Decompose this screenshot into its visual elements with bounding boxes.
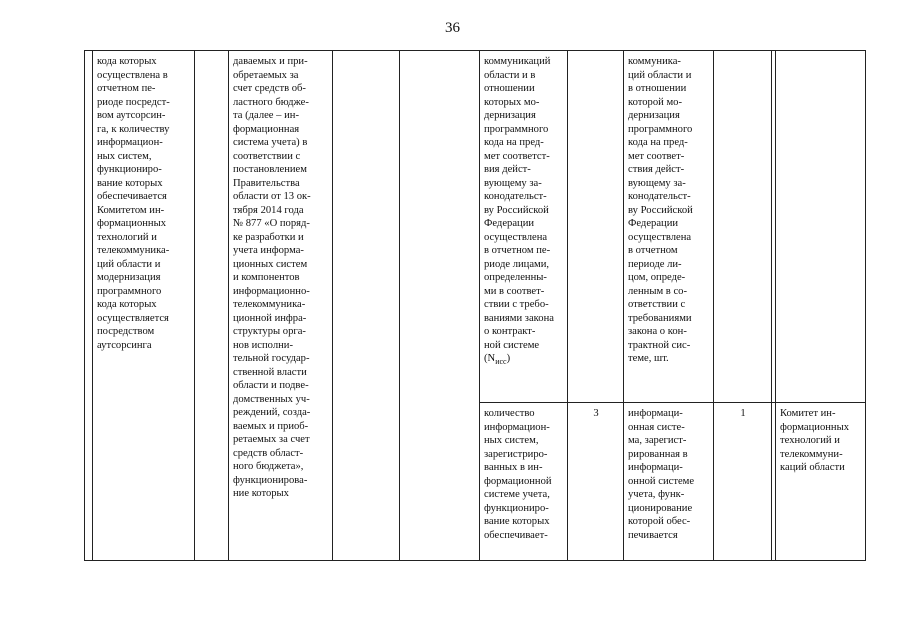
table-cell-col9-bottom (624, 403, 714, 561)
cell-value: 3 (593, 408, 599, 419)
cell-value: 1 (740, 408, 746, 419)
table-cell-col10-top (714, 51, 772, 403)
cell-text: Комитет ин- формационных технологий и телекоммуни- каций области (780, 408, 850, 473)
subscript-text: исс (495, 357, 507, 367)
cell-text: коммуника- ций области и в отношении которой мо- дернизация программного кода на пред- мет соответ- ствия дейст- вующему за- конодательст- ву Российской Федерации осуществлена в отчетном периоде ли- цом, опреде- ленным в со- ответствии с требованиями закона о кон- трактной сис- теме, шт. (628, 56, 693, 364)
table-cell-col1 (85, 51, 93, 561)
cell-text: даваемых и при- обретаемых за счет средств об- ластного бюдже- та (далее – ин- формационная система учета) в соответствии с постановлением Правительства области от 13 ок- тября 2014 года № 877 «О поряд- ке разработки и учета информа- ционных систем и компонентов информационно- телекоммуника- ционной инфра- структуры орга- нов исполни- тельной государ- ственной власти области и подве- домственных уч- реждений, созда- ваемых и приоб- ретаемых за счет средств област- ного бюджета», функционирова- ние которых (233, 56, 311, 499)
cell-text: коммуникаций области и в отношении которых мо- дернизация программного кода на пред- мет соответст- вия дейст- вующему за- конодательст- ву Российской Федерации осуществлена в отчетном пе- риоде лицами, определенны- ми в соответ- ствии с требо- ваниями закона о контракт- ной системе (N (484, 56, 554, 364)
table-cell-col7-top (480, 51, 568, 403)
cell-text-tail: ) (506, 353, 511, 364)
page-number: 36 (445, 20, 460, 36)
cell-text: количество информацион- ных систем, зарегистриро- ванных в ин- формационной системе учета, функциониро- вание которых обеспечивает- (484, 408, 552, 541)
indicator-table (84, 50, 866, 561)
table-cell-col12-bottom (776, 403, 866, 561)
table-cell-col4 (229, 51, 333, 561)
table-cell-col6 (400, 51, 480, 561)
table-cell-col5 (333, 51, 400, 561)
table-cell-col10-bottom (714, 403, 772, 561)
cell-text: кода которых осуществлена в отчетном пе- риоде посредст- вом аутсорсин- га, к количеству информацион- ных систем, функциониро- вание которых обеспечивается Комитетом ин- формационных технологий и телекоммуника- ций области и модернизация программного кода которых осуществляется посредством аутсорсинга (97, 56, 170, 351)
table-cell-col9-top (624, 51, 714, 403)
table-cell-col8-bottom (568, 403, 624, 561)
table-cell-col2 (93, 51, 195, 561)
table-cell-col8-top (568, 51, 624, 403)
table-row (85, 51, 866, 403)
table-cell-col3 (195, 51, 229, 561)
table-cell-col12-top (776, 51, 866, 403)
table-cell-col7-bottom (480, 403, 568, 561)
cell-text: информаци- онная систе- ма, зарегист- рированная в информаци- онной системе учета, функ- ционирование которой обес- печивается (628, 408, 695, 541)
